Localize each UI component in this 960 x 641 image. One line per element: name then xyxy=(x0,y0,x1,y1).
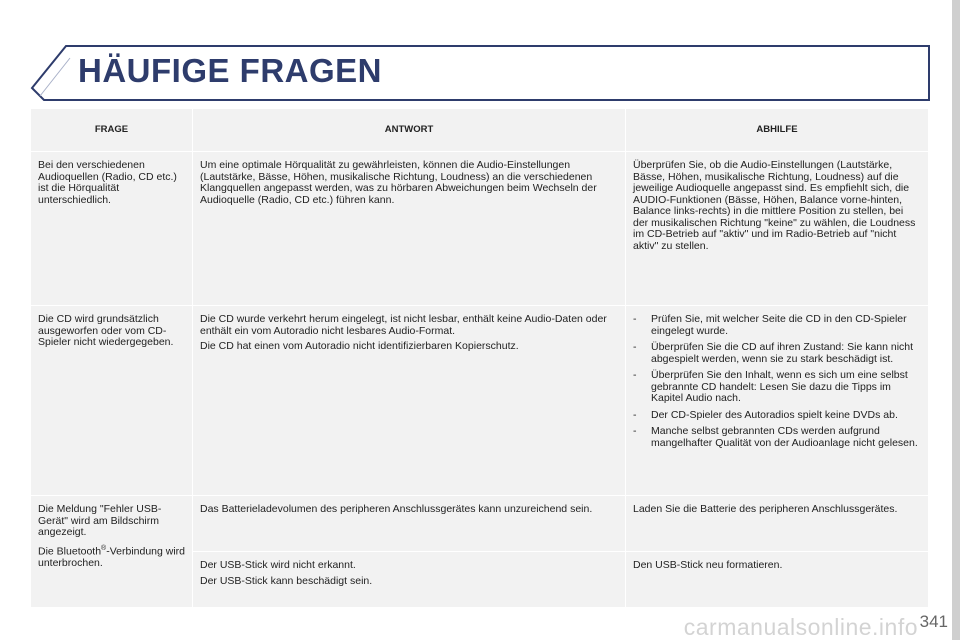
header-frame-shadow xyxy=(40,58,70,96)
row4-antwort xyxy=(193,552,626,608)
table-row xyxy=(31,306,929,496)
list-item-text: Überprüfen Sie die CD auf ihren Zustand: Sie kann nicht abgespielt werden, wenn sie zu stark beschädigt ist. xyxy=(651,341,914,365)
row3-frage-1: Die Meldung "Fehler USB-Gerät" wird am Bildschirm angezeigt. xyxy=(38,503,162,538)
row1-abhilfe: Überprüfen Sie, ob die Audio-Einstellungen (Lautstärke, Bässe, Höhen, musikalische Richtung, Loudness) auf die jeweilige Audioquelle angepasst sind. Es empfiehlt sich, die AUDIO-Funktionen (Bässe, Höhen, Balance vorne-hinten, Balance links-rechts) in die mittlere Position zu stellen, bei der musikalischen Richtung "keine" zu wählen, die Loudness im CD-Betrieb auf "aktiv" und im Radio-Betrieb auf "nicht aktiv" zu stellen. xyxy=(626,152,929,306)
row2-abhilfe xyxy=(626,306,929,496)
row2-frage: Die CD wird grundsätzlich ausgeworfen oder vom CD-Spieler nicht wiedergegeben. xyxy=(31,306,193,496)
row3-abhilfe: Laden Sie die Batterie des peripheren Anschlussgerätes. xyxy=(626,496,929,552)
list-item: - Überprüfen Sie den Inhalt, wenn es sich um eine selbst gebrannte CD handelt: Lesen Sie dazu die Tipps im Kapitel Audio nach. xyxy=(633,369,908,404)
page-title: HÄUFIGE FRAGEN xyxy=(78,52,382,89)
list-item: - Überprüfen Sie die CD auf ihren Zustand: Sie kann nicht abgespielt werden, wenn sie zu stark beschädigt ist. xyxy=(633,341,914,365)
side-tab xyxy=(952,0,960,640)
row2-antwort-2: Die CD hat einen vom Autoradio nicht identifizierbaren Kopierschutz. xyxy=(200,340,519,352)
row2-antwort-1: Die CD wurde verkehrt herum eingelegt, ist nicht lesbar, enthält keine Audio-Daten oder enthält ein vom Autoradio nicht lesbares Audio-Format. xyxy=(200,313,607,337)
row4-abhilfe: Den USB-Stick neu formatieren. xyxy=(626,552,929,608)
row3-frage-2 xyxy=(38,543,185,570)
row3-frage-2-suffix: -Verbindung wird unterbrochen. xyxy=(38,545,186,569)
page-number: 341 xyxy=(919,612,948,631)
row2-antwort xyxy=(193,306,626,496)
row1-antwort: Um eine optimale Hörqualität zu gewährleisten, können die Audio-Einstellungen (Lautstärke, Bässe, Höhen, musikalische Richtung, Loudness) an die verschiedenen Klangquellen angepasst werden, was zu hörbaren Abweichungen beim Wechseln der Audioquelle (Radio, CD etc.) führen kann. xyxy=(193,152,626,306)
registered-mark: ® xyxy=(101,544,107,552)
row3-frage xyxy=(31,496,193,608)
row3-antwort: Das Batterieladevolumen des peripheren Anschlussgerätes kann unzureichend sein. xyxy=(193,496,626,552)
table-header-row xyxy=(31,109,929,152)
header-abhilfe: ABHILFE xyxy=(626,109,929,152)
row3-frage-2-text: Die Bluetooth xyxy=(38,545,102,557)
watermark: carmanualsonline.info xyxy=(683,614,918,640)
table-row xyxy=(31,152,929,306)
table-row xyxy=(31,496,929,552)
faq-table xyxy=(30,108,929,608)
list-item: - Manche selbst gebrannten CDs werden aufgrund mangelhafter Qualität von der Audioanlage nicht gelesen. xyxy=(633,425,918,449)
header-frage: FRAGE xyxy=(31,109,193,152)
row4-antwort-2: Der USB-Stick kann beschädigt sein. xyxy=(200,574,373,587)
row4-antwort-1: Der USB-Stick wird nicht erkannt. xyxy=(200,559,356,571)
list-item-text: Manche selbst gebrannten CDs werden aufgrund mangelhafter Qualität von der Audioanlage nicht gelesen. xyxy=(651,425,918,449)
row1-frage: Bei den verschiedenen Audioquellen (Radio, CD etc.) ist die Hörqualität unterschiedlich. xyxy=(31,152,193,306)
list-item: - Prüfen Sie, mit welcher Seite die CD in den CD-Spieler eingelegt wurde. xyxy=(633,313,907,337)
list-item-text: Der CD-Spieler des Autoradios spielt keine DVDs ab. xyxy=(651,408,898,421)
row2-abhilfe-list xyxy=(633,314,921,449)
list-item-text: Überprüfen Sie den Inhalt, wenn es sich um eine selbst gebrannte CD handelt: Lesen Sie dazu die Tipps im Kapitel Audio nach. xyxy=(651,369,908,404)
list-item-text: Prüfen Sie, mit welcher Seite die CD in den CD-Spieler eingelegt wurde. xyxy=(651,313,907,337)
header-antwort: ANTWORT xyxy=(193,109,626,152)
list-item: - Der CD-Spieler des Autoradios spielt keine DVDs ab. xyxy=(633,408,898,421)
